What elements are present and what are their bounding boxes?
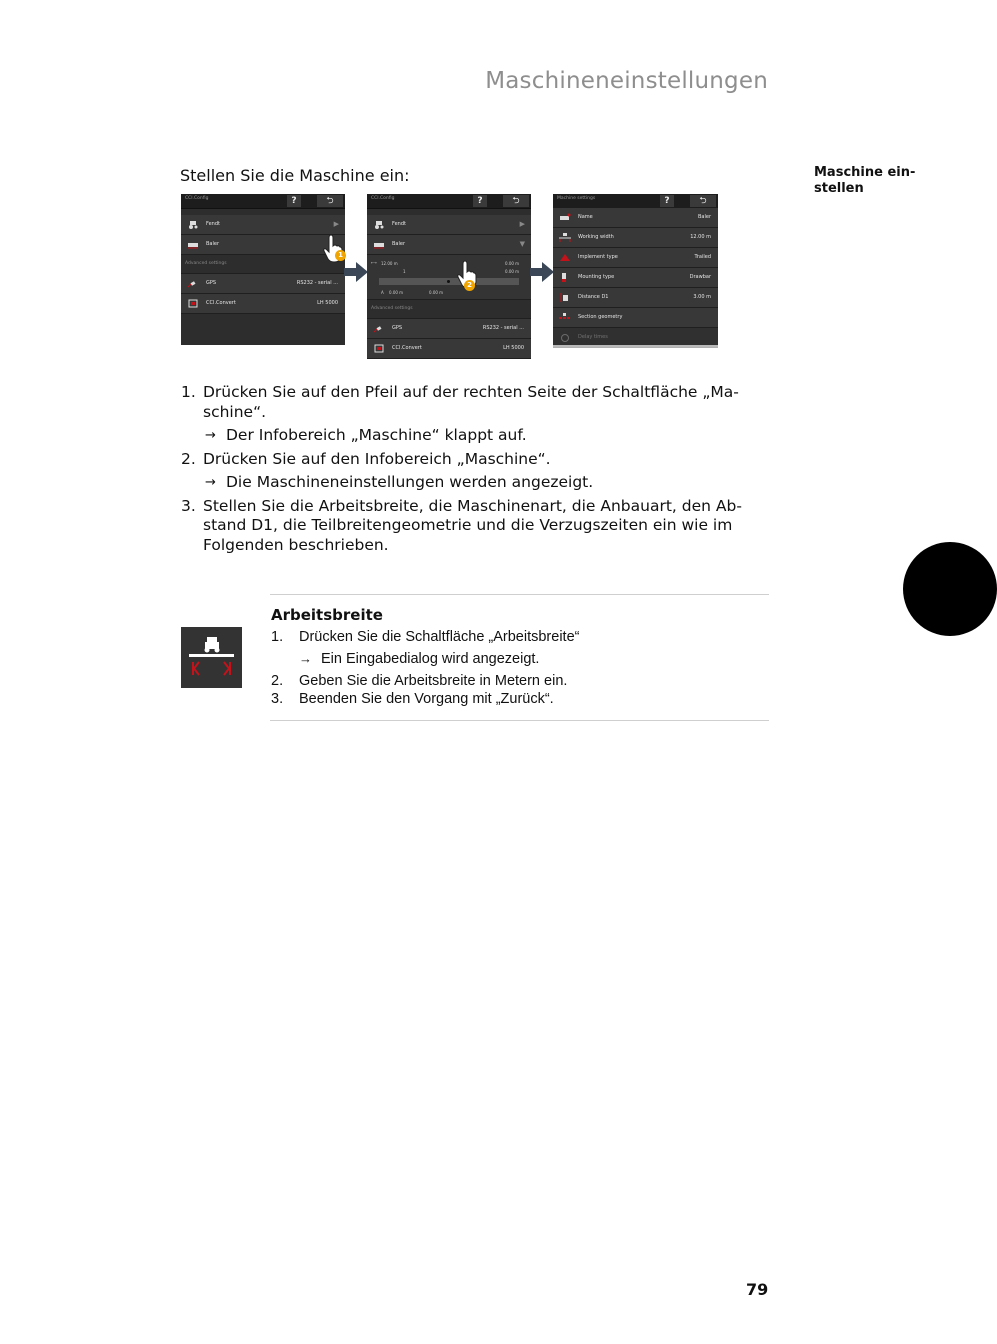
setting-label: Section geometry <box>578 314 623 320</box>
info-b-value: 0.00 m <box>429 290 444 295</box>
list-item-gps[interactable] <box>367 319 531 339</box>
section-header <box>367 300 531 319</box>
step-item <box>180 497 770 556</box>
step-result <box>180 426 770 446</box>
screen-title: Machine settings <box>557 196 596 201</box>
list-item-tractor[interactable] <box>181 215 345 235</box>
section-label: Advanced settings <box>185 261 227 266</box>
result-text: Der Infobereich „Maschine“ klappt auf. <box>226 426 527 444</box>
step-text: Stellen Sie die Arbeitsbreite, die Maschinenart, die Anbauart, den Ab- stand D1, die Teilbreitengeometrie und die Verzugszeiten ein wie im Folgenden beschrieben. <box>203 496 742 554</box>
step-number: 1. <box>181 383 196 401</box>
list-item-machine[interactable] <box>367 235 531 255</box>
title-bar <box>181 194 345 209</box>
back-button[interactable]: ⮌ <box>317 195 343 207</box>
setting-label: Implement type <box>578 254 618 260</box>
distance-icon <box>559 293 571 302</box>
step-text: Drücken Sie auf den Pfeil auf der rechten Seite der Schaltfläche „Ma- schine“. <box>203 383 739 421</box>
title-bar <box>367 194 531 209</box>
help-button[interactable]: ? <box>287 195 301 207</box>
chevron-down-icon[interactable]: ▼ <box>519 240 525 248</box>
baler-icon <box>373 240 385 249</box>
step-badge: 2 <box>464 280 475 291</box>
intro-text: Stellen Sie die Maschine ein: <box>180 166 410 185</box>
converter-icon <box>187 299 199 308</box>
chapter-thumb-tab <box>903 542 997 636</box>
screenshot-cci-config-2 <box>367 194 531 351</box>
setting-working-width[interactable] <box>553 228 718 248</box>
step-result <box>271 650 771 668</box>
baler-icon <box>187 240 199 249</box>
result-arrow-icon: → <box>205 428 216 443</box>
info-d1: 0.00 m <box>505 261 520 266</box>
divider-bottom <box>270 720 769 721</box>
setting-section-geometry[interactable] <box>553 308 718 328</box>
satellite-icon <box>373 324 385 333</box>
setting-implement-type[interactable] <box>553 248 718 268</box>
result-text: Die Maschineneinstellungen werden angezeigt. <box>226 473 594 491</box>
converter-icon <box>373 344 385 353</box>
result-arrow-icon: → <box>205 475 216 490</box>
step-number: 2. <box>181 449 196 468</box>
setting-value: Trailed <box>694 254 711 260</box>
help-button[interactable]: ? <box>660 195 674 207</box>
result-text: Ein Eingabedialog wird angezeigt. <box>321 651 540 667</box>
setting-label: Mounting type <box>578 274 615 280</box>
list-item-cci-convert[interactable] <box>367 339 531 359</box>
mounting-type-icon <box>559 273 571 282</box>
setting-label: Working width <box>578 234 614 240</box>
info-sections: 1 <box>403 269 406 274</box>
section-geometry-icon <box>559 313 571 322</box>
list-item-label: Baler <box>206 241 220 247</box>
step-badge: 1 <box>335 250 346 261</box>
info-width: 12.00 m <box>381 261 398 266</box>
arbeitsbreite-steps <box>271 628 771 708</box>
delay-times-icon <box>559 333 571 342</box>
chevron-right-icon[interactable]: ▶ <box>519 220 525 228</box>
step-text: Drücken Sie die Schaltfläche „Arbeitsbreite“ <box>299 629 580 645</box>
list-item-label: CCI.Convert <box>392 345 422 351</box>
setting-value: Drawbar <box>689 274 711 280</box>
help-button[interactable]: ? <box>473 195 487 207</box>
satellite-icon <box>187 279 199 288</box>
working-width-icon <box>559 233 571 242</box>
list-item-value: LH 5000 <box>503 345 524 351</box>
info-a-label: A <box>381 290 384 295</box>
list-item-label: GPS <box>206 280 217 286</box>
margin-note: Maschine ein- stellen <box>814 165 916 196</box>
screen-title: CCI.Config <box>371 196 395 201</box>
title-bar <box>553 194 718 209</box>
divider-top <box>270 594 769 595</box>
arrow-right-icon <box>344 262 368 282</box>
setting-mounting-type[interactable] <box>553 268 718 288</box>
step-item <box>271 690 771 708</box>
machine-dot <box>447 280 450 283</box>
step-text: Drücken Sie auf den Infobereich „Maschine“. <box>203 449 551 468</box>
step-item <box>180 383 770 422</box>
machine-name-icon <box>559 213 571 222</box>
list-item-value: LH 5000 <box>317 300 338 306</box>
step-text: Geben Sie die Arbeitsbreite in Metern ein. <box>299 673 568 689</box>
tractor-icon <box>373 220 385 229</box>
step-result <box>180 473 770 493</box>
setting-distance-d1[interactable] <box>553 288 718 308</box>
page-header-title: Maschineneinstellungen <box>485 68 768 94</box>
step-number: 1. <box>271 629 284 645</box>
step-text: Beenden Sie den Vorgang mit „Zurück“. <box>299 691 554 707</box>
list-item-label: GPS <box>392 325 403 331</box>
setting-value: 3.00 m <box>693 294 711 300</box>
info-a-value: 0.00 m <box>389 290 404 295</box>
step-item <box>271 672 771 690</box>
implement-type-icon <box>559 253 571 262</box>
tractor-icon <box>187 220 199 229</box>
list-item-gps[interactable] <box>181 274 345 294</box>
setting-label: Distance D1 <box>578 294 609 300</box>
screenshot-machine-settings <box>553 194 718 345</box>
list-item-cci-convert[interactable] <box>181 294 345 314</box>
list-item-tractor[interactable] <box>367 215 531 235</box>
section-label: Advanced settings <box>371 306 413 311</box>
step-number: 2. <box>271 673 284 689</box>
chevron-right-icon[interactable]: ▶ <box>333 220 339 228</box>
list-item-value: RS232 - serial ... <box>296 280 338 286</box>
page-number: 79 <box>746 1280 769 1299</box>
step-number: 3. <box>181 496 196 515</box>
result-arrow-icon: → <box>299 651 312 666</box>
list-item-value: RS232 - serial ... <box>482 325 524 331</box>
back-button[interactable]: ⮌ <box>503 195 529 207</box>
setting-label: Name <box>578 214 593 220</box>
setting-value: Baler <box>697 214 711 220</box>
arrow-right-icon <box>530 262 554 282</box>
section-title: Arbeitsbreite <box>271 606 383 624</box>
setting-name[interactable] <box>553 208 718 228</box>
working-width-icon <box>181 627 242 688</box>
back-button[interactable]: ⮌ <box>690 195 716 207</box>
list-item-label: Fendt <box>392 221 406 227</box>
setting-value: 12.00 m <box>690 234 711 240</box>
info-d2: 0.00 m <box>505 269 520 274</box>
step-item <box>271 628 771 646</box>
step-item <box>180 450 770 470</box>
screenshot-cci-config-1 <box>181 194 345 345</box>
step-number: 3. <box>271 691 284 707</box>
list-item-label: Baler <box>392 241 406 247</box>
list-item-label: CCI.Convert <box>206 300 236 306</box>
machine-info-area[interactable] <box>367 255 531 300</box>
width-icon: ⟷ <box>371 260 377 265</box>
list-item-label: Fendt <box>206 221 220 227</box>
instruction-steps <box>180 383 770 555</box>
screen-title: CCI.Config <box>185 196 209 201</box>
setting-label: Delay times <box>578 334 608 340</box>
setting-delay-times[interactable] <box>553 328 718 348</box>
